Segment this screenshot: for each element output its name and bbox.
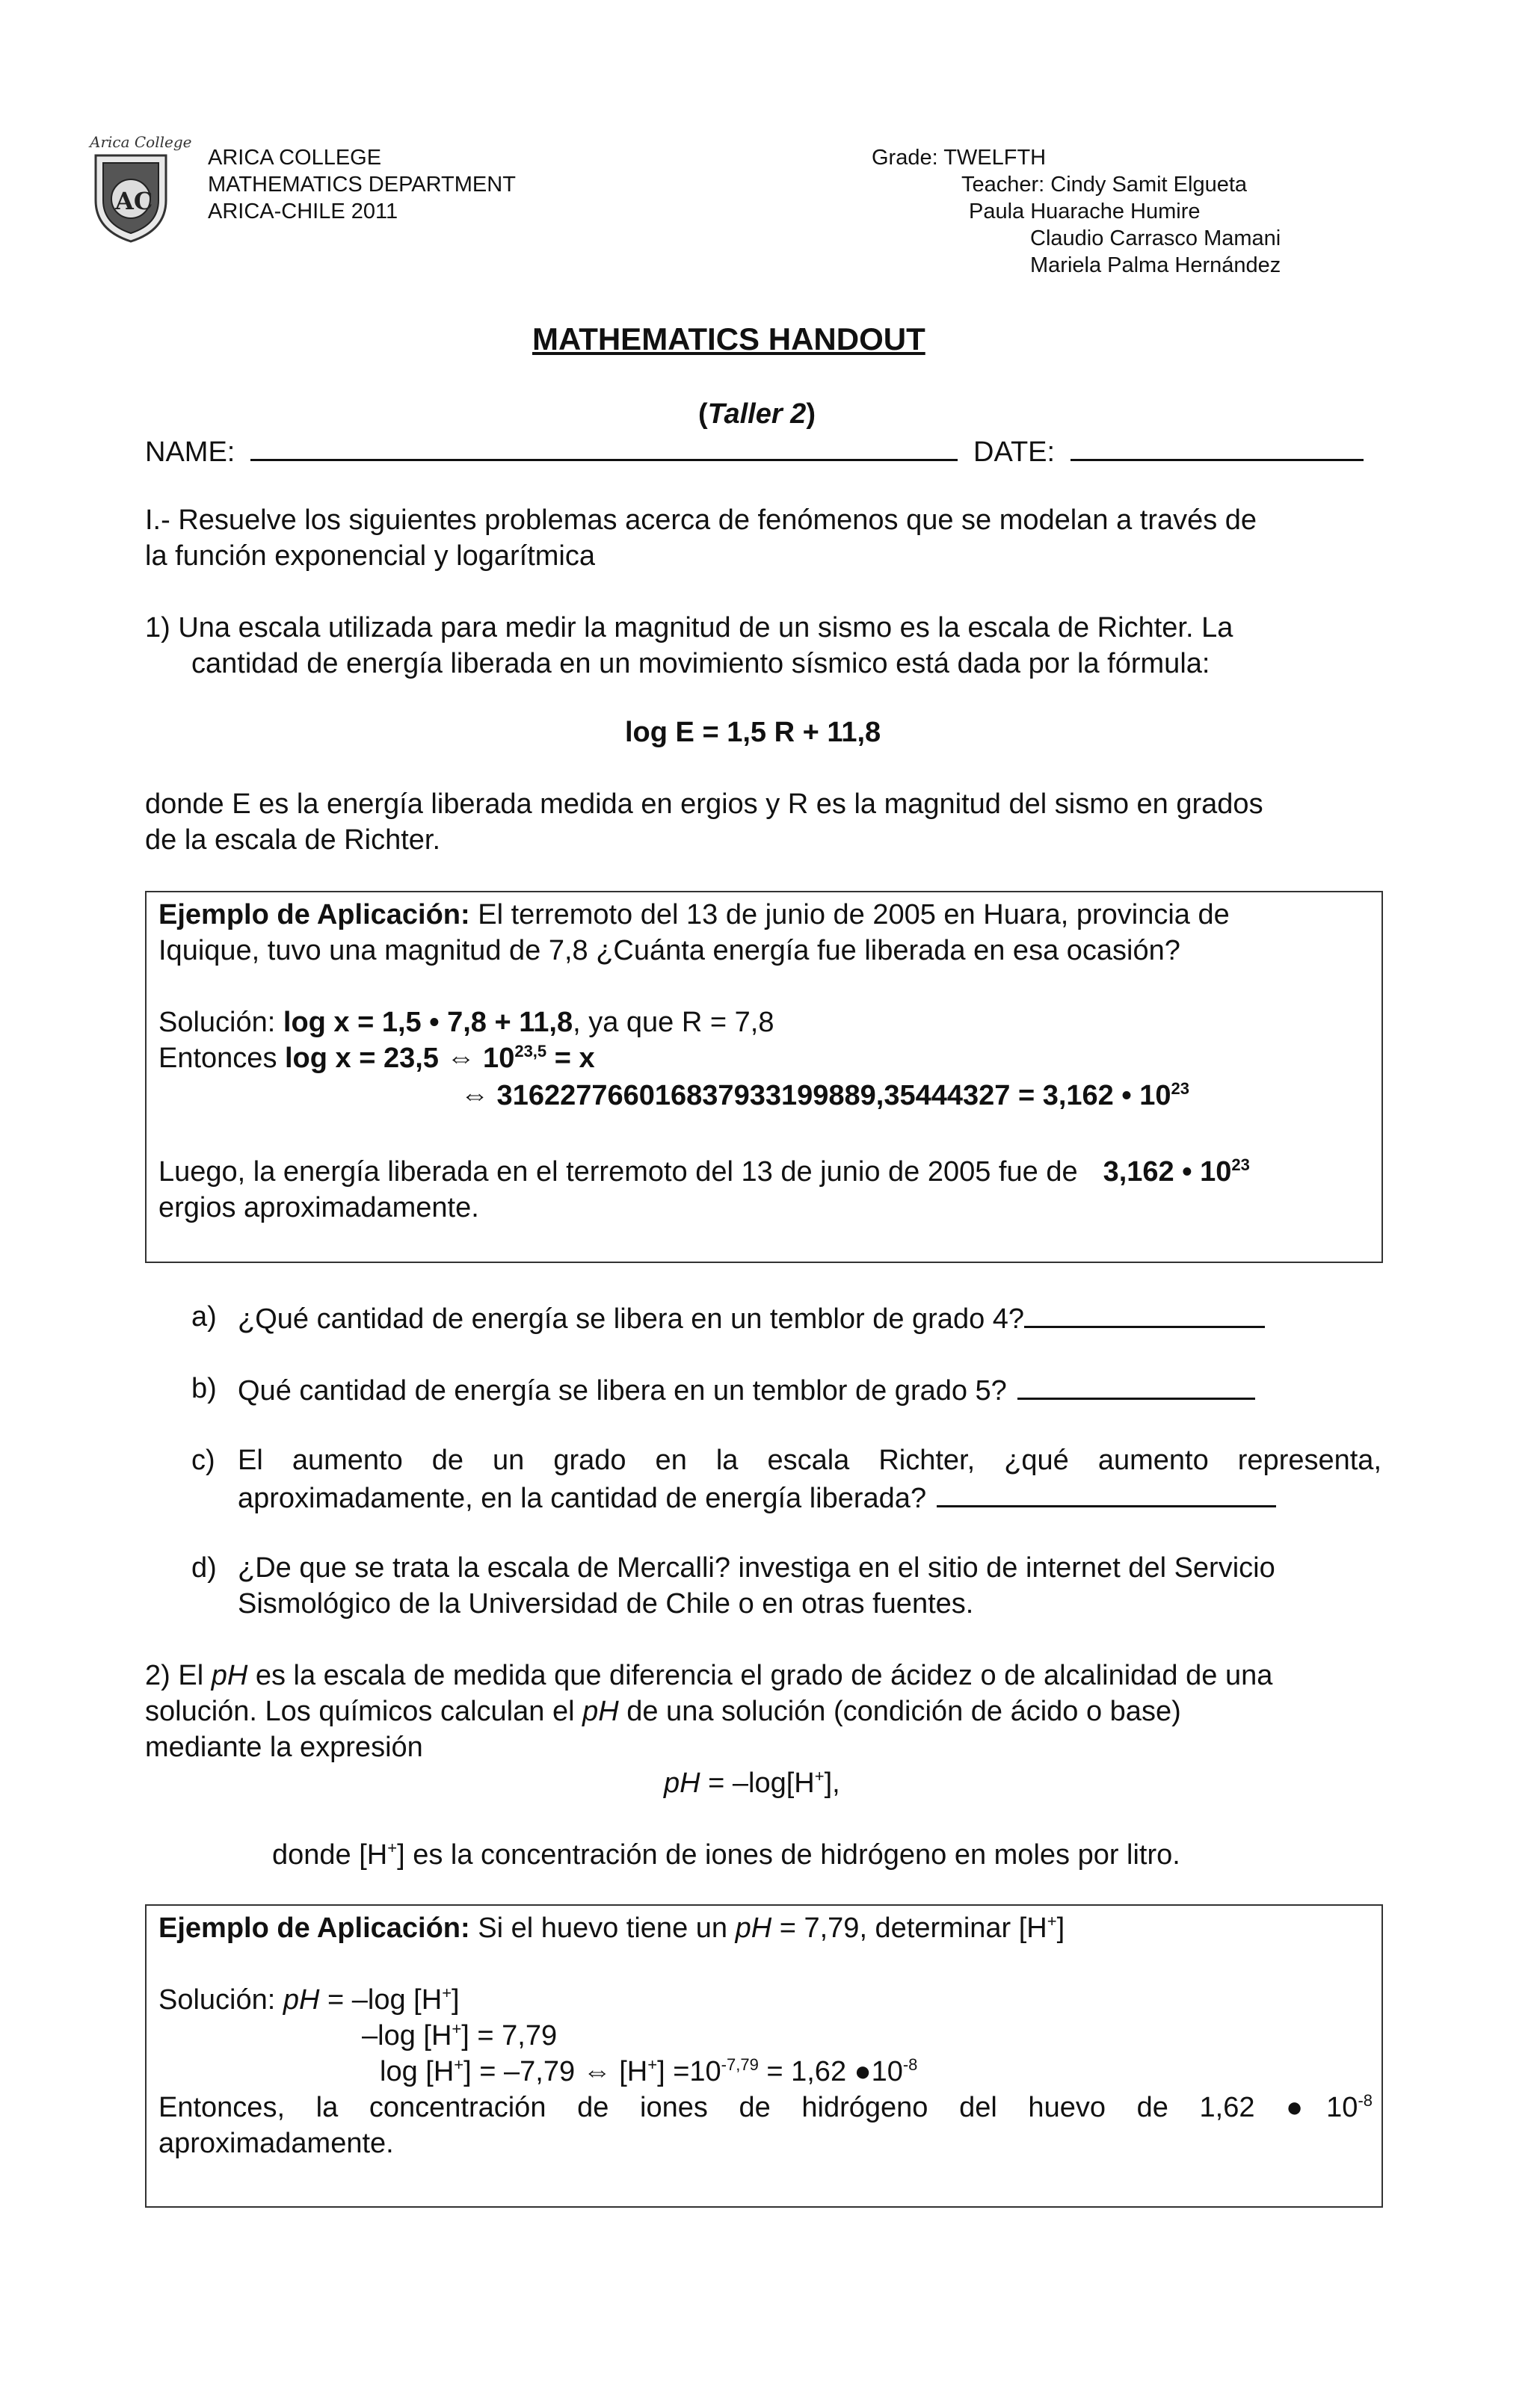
date-blank[interactable] — [1071, 432, 1364, 461]
example1-result2: ergios aproximadamente. — [158, 1192, 479, 1223]
date-field[interactable] — [973, 432, 1364, 470]
example1-line2: Iquique, tuvo una magnitud de 7,8 ¿Cuánta energía fue liberada en esa ocasión? — [158, 935, 1180, 966]
richter-formula: log E = 1,5 R + 11,8 — [625, 717, 881, 748]
logo-script-text: Arica College — [90, 133, 192, 151]
header-teacher-3: Claudio Carrasco Mamani — [1030, 226, 1281, 250]
section1-line2: la función exponencial y logarítmica — [145, 540, 596, 572]
page-title: MATHEMATICS HANDOUT — [532, 321, 925, 356]
section1-line1: I.- Resuelve los siguientes problemas acerca de fenómenos que se modelan a través de — [145, 504, 1257, 536]
example1-heading: Ejemplo de Aplicación: — [158, 899, 470, 930]
example2-step2: –log [H+] = 7,79 — [362, 2019, 558, 2052]
problem2-line3: mediante la expresión — [145, 1732, 423, 1763]
ph-formula: pH = –log[H+], — [664, 1767, 840, 1799]
header-city-year: ARICA-CHILE 2011 — [208, 200, 398, 223]
example1-solution: Solución: log x = 1,5 • 7,8 + 11,8, ya que R = 7,8 — [158, 1007, 774, 1038]
question-c-line1: El aumento de un grado en la escala Richter, ¿qué aumento representa, — [238, 1445, 1381, 1476]
example2-solution: Solución: pH = –log [H+] — [158, 1983, 460, 2016]
question-c-letter: c) — [191, 1445, 215, 1476]
header-teacher-4: Mariela Palma Hernández — [1030, 253, 1281, 277]
school-logo — [85, 133, 192, 245]
page-subtitle: (Taller 2) — [698, 398, 816, 430]
example2-heading: Ejemplo de Aplicación: — [158, 1912, 470, 1944]
question-c-line2: aproximadamente, en la cantidad de energía liberada? — [238, 1478, 1276, 1516]
answer-b-blank[interactable] — [1017, 1371, 1255, 1400]
subtitle-taller: Taller 2 — [707, 398, 807, 430]
example1-result-value: 3,162 • $10^{23}$ — [1103, 1155, 1250, 1188]
example2-conclusion2: aproximadamente. — [158, 2128, 394, 2159]
question-b-letter: b) — [191, 1373, 217, 1404]
example1-equivalence: ⇔ 316227766016837933199889,35444327 = 3,162 • $10^{23}$ — [460, 1079, 1189, 1111]
example2-question: Ejemplo de Aplicación: Si el huevo tiene un pH = 7,79, determinar [H+] — [158, 1912, 1065, 1944]
problem2-where: donde [H+] es la concentración de iones de hidrógeno en moles por litro. — [272, 1839, 1180, 1871]
header-teacher: Teacher: Cindy Samit Elgueta — [961, 173, 1248, 197]
problem2-line2: solución. Los químicos calculan el pH de una solución (condición de ácido o base) — [145, 1696, 1181, 1727]
header-department: MATHEMATICS DEPARTMENT — [208, 173, 516, 197]
answer-c-blank[interactable] — [937, 1478, 1276, 1507]
header-grade: Grade: TWELFTH — [872, 146, 1047, 170]
question-b: Qué cantidad de energía se libera en un temblor de grado 5? — [238, 1371, 1255, 1409]
question-d-line2: Sismológico de la Universidad de Chile o en otras fuentes. — [238, 1588, 974, 1620]
name-label: NAME: — [145, 436, 235, 468]
logo-letters: AC — [115, 187, 153, 215]
example1-result: Luego, la energía liberada en el terremoto del 13 de junio de 2005 fue de 3,162 • $10^{23}$ — [158, 1155, 1250, 1188]
header-teacher-2: Paula Huarache Humire — [969, 200, 1201, 223]
question-d-letter: d) — [191, 1552, 217, 1584]
name-blank[interactable] — [250, 432, 958, 461]
problem1-line1: 1) Una escala utilizada para medir la magnitud de un sismo es la escala de Richter. La — [145, 612, 1233, 643]
problem1-line2: cantidad de energía liberada en un movimiento sísmico está dada por la fórmula: — [191, 648, 1210, 679]
example1-then: Entonces log x = 23,5 ⇔ $10^{23,5} = x$ — [158, 1042, 595, 1074]
name-field[interactable] — [145, 432, 958, 470]
date-label: DATE: — [973, 436, 1056, 468]
problem2-line1: 2) El pH es la escala de medida que diferencia el grado de ácidez o de alcalinidad de una — [145, 1660, 1273, 1691]
example2-step3: log [H+] = –7,79 ⇔ $[H^+] =10^{-7,79} = 1,62$ $●10^{-8}$ — [380, 2055, 918, 2087]
question-a-letter: a) — [191, 1301, 217, 1333]
problem1-after2: de la escala de Richter. — [145, 824, 441, 856]
question-d-line1: ¿De que se trata la escala de Mercalli? investiga en el sitio de internet del Servicio — [238, 1552, 1275, 1584]
answer-a-blank[interactable] — [1024, 1299, 1265, 1328]
header-school: ARICA COLLEGE — [208, 146, 382, 170]
example1-line1: Ejemplo de Aplicación: El terremoto del 13 de junio de 2005 en Huara, provincia de — [158, 899, 1230, 930]
question-a: ¿Qué cantidad de energía se libera en un temblor de grado 4? — [238, 1299, 1265, 1337]
problem1-after1: donde E es la energía liberada medida en ergios y R es la magnitud del sismo en grados — [145, 788, 1263, 820]
example2-conclusion: Entonces, la concentración de iones de hidrógeno del huevo de 1,62 $●10^{-8}$ — [158, 2091, 1373, 2123]
